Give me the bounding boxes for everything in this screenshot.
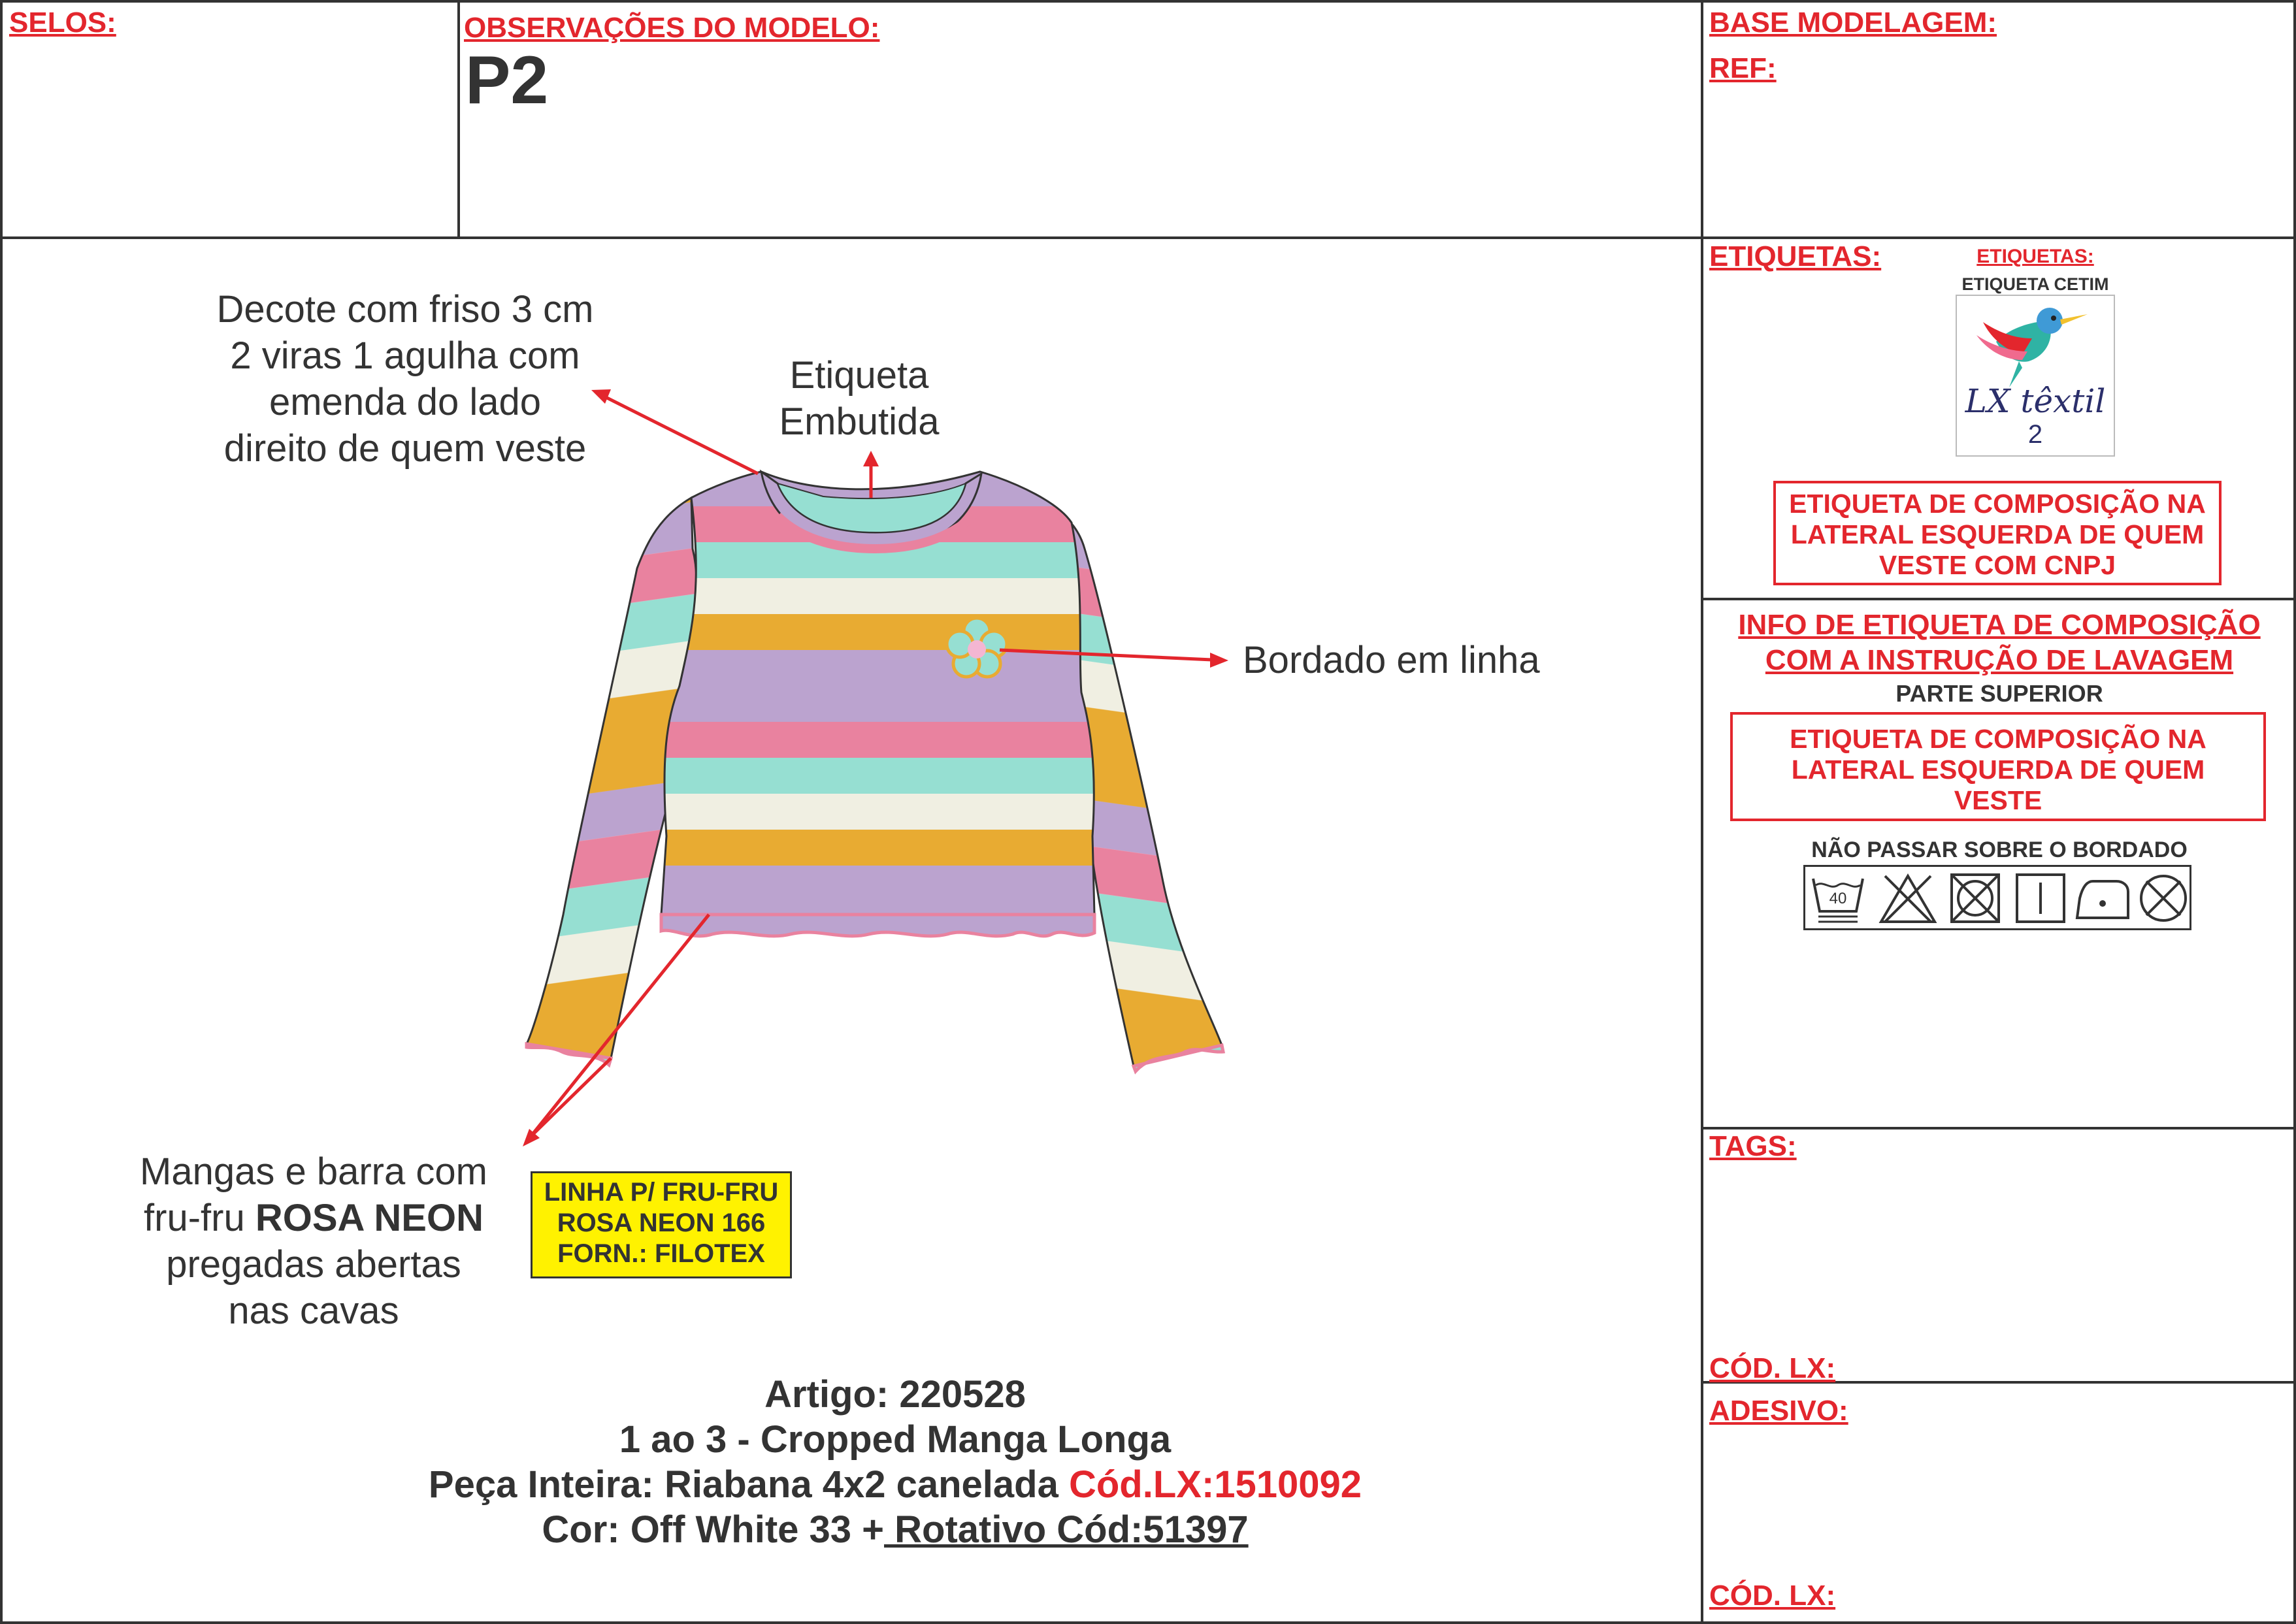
logo-number: 2 — [2027, 420, 2043, 449]
sidebar-divider-info — [1701, 598, 2296, 600]
logo-text: LX têxtil — [1965, 382, 2106, 420]
hem-ruffle — [661, 915, 1094, 936]
base-modelagem-label: BASE MODELAGEM: — [1709, 7, 1997, 39]
svg-text:40: 40 — [1829, 890, 1847, 907]
descricao: 1 ao 3 - Cropped Manga Longa — [619, 1418, 1172, 1461]
etiquetas-label: ETIQUETAS: — [1709, 240, 1882, 272]
nao-passar-note: NÃO PASSAR SOBRE O BORDADO — [1811, 837, 2188, 862]
artigo: Artigo: 220528 — [764, 1373, 1026, 1416]
satin-label-logo — [1956, 295, 2115, 457]
etiqueta-cetim-label: ETIQUETA CETIM — [1961, 274, 2109, 294]
bordado-note: Bordado em linha — [1243, 639, 1540, 681]
no-tumble-dry-icon — [1948, 872, 2003, 924]
wash-40-icon — [1811, 872, 1865, 924]
cor: Cor: Off White 33 + Rotativo Cód:51397 — [542, 1508, 1249, 1551]
peca-inteira: Peça Inteira: Riabana 4x2 canelada Cód.LX:1510092 — [428, 1463, 1362, 1506]
parte-superior: PARTE SUPERIOR — [1895, 680, 2103, 707]
no-dry-clean-icon — [2137, 872, 2189, 924]
etiqueta-embutida-note: Etiqueta Embutida — [779, 354, 940, 443]
observacoes-label: OBSERVAÇÕES DO MODELO: — [464, 12, 880, 44]
border-bottom — [0, 1621, 2296, 1624]
composicao-box: ETIQUETA DE COMPOSIÇÃO NA LATERAL ESQUERDA DE QUEM VESTE — [1730, 712, 2266, 821]
cod-lx-label-2: CÓD. LX: — [1709, 1580, 1836, 1612]
linha-fru-fru-box: LINHA P/ FRU-FRU ROSA NEON 166 FORN.: FILOTEX — [531, 1171, 792, 1278]
product-info — [248, 1372, 1542, 1552]
iron-low-icon — [2073, 872, 2132, 924]
composicao-cnpj-box: ETIQUETA DE COMPOSIÇÃO NA LATERAL ESQUERDA DE QUEM VESTE COM CNPJ — [1773, 481, 2222, 585]
decote-note: Decote com friso 3 cm 2 viras 1 agulha com emenda do lado direito de quem veste — [216, 288, 594, 470]
line-dry-icon — [2013, 872, 2068, 924]
no-bleach-icon — [1878, 872, 1937, 924]
info-etiqueta-title: INFO DE ETIQUETA DE COMPOSIÇÃO COM A INSTRUÇÃO DE LAVAGEM — [1738, 609, 2261, 676]
mangas-note: Mangas e barra com fru-fru ROSA NEON pregadas abertas nas cavas — [140, 1150, 487, 1332]
ref-label: REF: — [1709, 52, 1777, 84]
cod-lx-label-1: CÓD. LX: — [1709, 1352, 1836, 1384]
sidebar-divider-tags — [1701, 1127, 2296, 1129]
adesivo-label: ADESIVO: — [1709, 1395, 1848, 1427]
model-code: P2 — [465, 42, 549, 118]
care-symbols — [1803, 865, 2191, 930]
selos-label: SELOS: — [9, 7, 116, 39]
tags-label: TAGS: — [1709, 1130, 1797, 1162]
etiquetas-small-label: ETIQUETAS: — [1976, 246, 2094, 267]
hummingbird-icon — [1957, 296, 2114, 394]
